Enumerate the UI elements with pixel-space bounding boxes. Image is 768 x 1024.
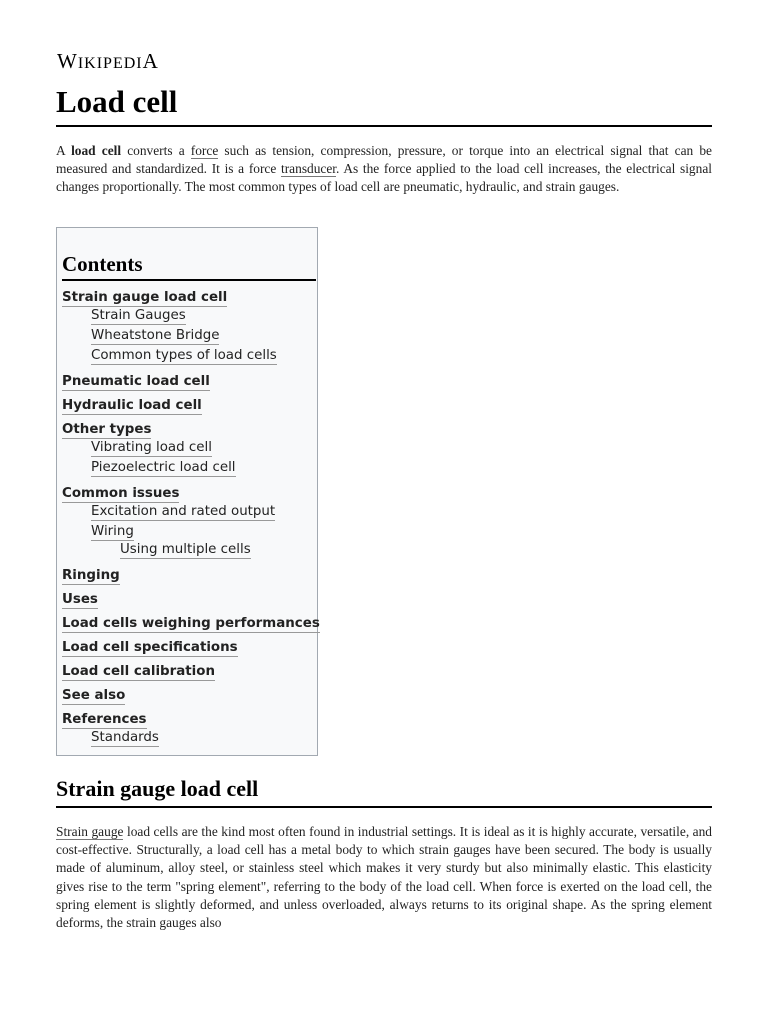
intro-text: converts a [121, 143, 191, 158]
section-text: load cells are the kind most often found in industrial settings. It is ideal as it is highly accurate, versatile, and cost-effective. Structurally, a load cell has a metal body to which strain gauges have been secured. The body is usually made of aluminum, alloy steel, or stainless steel which makes it very sturdy but also minimally elastic. This elasticity gives rise to the term "spring element", referring to the body of the load cell. When force is exerted on the load cell, the spring element is slightly deformed, and unless overloaded, always returns to its original shape. As the spring element deforms, the strain gauges also [56, 824, 712, 931]
section-divider [56, 806, 712, 808]
toc-item[interactable]: Wiring [91, 524, 134, 539]
section-paragraph [56, 823, 712, 932]
link-transducer[interactable]: transducer [281, 161, 337, 177]
toc-item[interactable]: Uses [62, 592, 98, 607]
intro-text: . As the force applied to the load cell increases, the electrical signal changes proportionally. The most common types of load cell are pneumatic, hydraulic, and strain gauges. [56, 161, 712, 195]
intro-paragraph [56, 142, 712, 197]
toc-item[interactable]: Vibrating load cell [91, 440, 212, 455]
wikipedia-wordmark[interactable] [57, 49, 159, 74]
table-of-contents [56, 227, 318, 756]
toc-item[interactable]: Excitation and rated output [91, 504, 276, 519]
toc-item[interactable]: Load cell calibration [62, 664, 215, 679]
toc-item[interactable]: Ringing [62, 568, 120, 583]
wordmark-text: WIKIPEDIA [57, 49, 159, 73]
toc-item[interactable]: Standards [91, 730, 159, 745]
title-divider [56, 125, 712, 127]
toc-item[interactable]: Common issues [62, 486, 180, 501]
toc-title: Contents [62, 252, 143, 276]
intro-text: such as tension, compression, pressure, or torque into an electrical signal that can be measured and standardized. It is a force [56, 143, 712, 177]
toc-item[interactable]: References [62, 712, 147, 727]
toc-item[interactable]: Common types of load cells [91, 348, 277, 363]
toc-item[interactable]: Strain Gauges [91, 308, 186, 323]
toc-divider [62, 279, 316, 281]
toc-item[interactable]: Hydraulic load cell [62, 398, 202, 413]
toc-item[interactable]: Pneumatic load cell [62, 374, 210, 389]
toc-item[interactable]: Wheatstone Bridge [91, 328, 220, 343]
intro-text: A [56, 143, 72, 158]
intro-bold-term: load cell [71, 143, 122, 158]
toc-item[interactable]: Piezoelectric load cell [91, 460, 236, 475]
link-strain-gauge[interactable]: Strain gauge [56, 824, 124, 839]
link-force[interactable]: force [190, 143, 219, 158]
page-title: Load cell [56, 84, 178, 119]
section-title: Strain gauge load cell [56, 776, 259, 801]
toc-item[interactable]: Using multiple cells [120, 542, 251, 557]
toc-item[interactable]: Strain gauge load cell [62, 290, 228, 305]
toc-item[interactable]: See also [62, 688, 126, 703]
toc-item[interactable]: Other types [62, 422, 152, 437]
toc-item[interactable]: Load cell specifications [62, 640, 238, 655]
toc-item[interactable]: Load cells weighing performances [62, 616, 320, 631]
